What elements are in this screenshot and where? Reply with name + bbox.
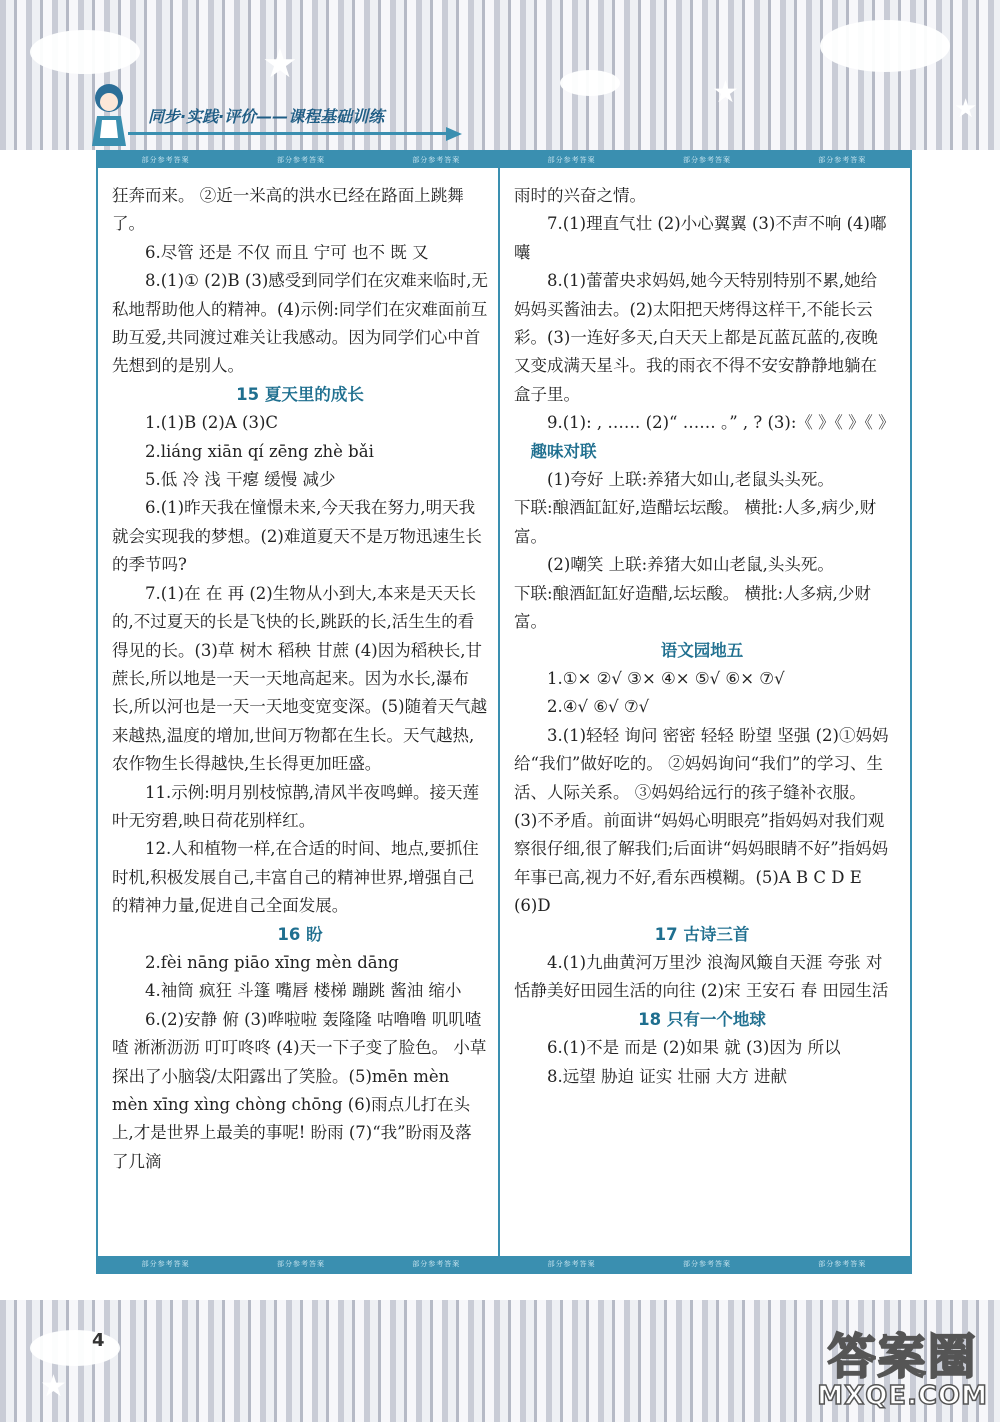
answer-paragraph: 8.(1)① (2)B (3)感受到同学们在灾难来临时,无私地帮助他人的精神。(4)示例:同学们在灾难面前互助互爱,共同渡过难关让我感动。因为同学们心中首先想到的是别人。 — [112, 271, 489, 376]
answer-paragraph: 4.袖筒 疯狂 斗篷 嘴唇 楼梯 蹦跳 酱油 缩小 — [145, 981, 462, 1001]
answer-paragraph: 6.(1)不是 而是 (2)如果 就 (3)因为 所以 — [547, 1038, 841, 1058]
section-heading: 17 古诗三首 — [654, 924, 750, 944]
section-heading: 16 盼 — [277, 924, 323, 944]
top-label-strip — [98, 152, 910, 168]
answer-paragraph: 11.示例:明月别枝惊鹊,清风半夜鸣蝉。接天莲叶无穷碧,映日荷花别样红。 — [112, 782, 480, 830]
answer-paragraph: (1)夸好 上联:养猪大如山,老鼠头头死。 — [547, 470, 834, 490]
answer-paragraph: 8.远望 胁迫 证实 壮丽 大方 进献 — [547, 1066, 787, 1086]
strip-tag: 部分参考答案 — [547, 1260, 596, 1268]
answer-paragraph: 5.低 冷 浅 干瘪 缓慢 减少 — [145, 470, 336, 490]
answer-paragraph: 1.(1)B (2)A (3)C — [145, 413, 279, 433]
strip-tag: 部分参考答案 — [276, 156, 325, 164]
answer-paragraph: 9.(1): , …… (2)“ …… 。” , ? (3):《 》《 》《 》 — [547, 413, 895, 433]
star-icon: ★ — [40, 1369, 67, 1404]
section-heading: 15 夏天里的成长 — [236, 384, 364, 404]
star-icon: ★ — [954, 94, 978, 124]
bottom-label-strip — [98, 1256, 910, 1272]
answer-paragraph: 6.(1)昨天我在憧憬未来,今天我在努力,明天我就会实现我的梦想。(2)难道夏天不是万物迅速生长的季节吗? — [112, 498, 482, 575]
strip-tag: 部分参考答案 — [682, 1260, 731, 1268]
answer-paragraph: 下联:酿酒缸缸好,造醋坛坛酸。 横批:人多,病少,财富。 — [514, 498, 877, 546]
cloud-decoration — [560, 70, 620, 96]
cloud-decoration — [30, 1330, 120, 1366]
site-watermark — [817, 1318, 988, 1411]
cloud-decoration — [30, 30, 140, 74]
section-heading: 趣味对联 — [530, 441, 597, 461]
answer-paragraph: 12.人和植物一样,在合适的时间、地点,要抓住时机,积极发展自己,丰富自己的精神世界,增强自己的精神力量,促进自己全面发展。 — [112, 839, 479, 916]
answer-paragraph: 8.(1)蕾蕾央求妈妈,她今天特别特别不累,她给妈妈买酱油去。(2)太阳把天烤得这样干,不能长云彩。(3)一连好多天,白天天上都是瓦蓝瓦蓝的,夜晚又变成满天星斗。我的雨衣不得不安安静静地躺在盒子里。 — [514, 271, 878, 404]
left-column — [112, 182, 488, 1176]
right-column — [514, 182, 895, 1091]
strip-tag: 部分参考答案 — [818, 156, 867, 164]
answer-paragraph: 7.(1)理直气壮 (2)小心翼翼 (3)不声不响 (4)嘟囔 — [514, 214, 887, 262]
answer-paragraph: 7.(1)在 在 再 (2)生物从小到大,本来是天天长的,不过夏天的长是飞快的长,跳跃的长,活生生的看得见的长。(3)草 树木 稻秧 甘蔗 (4)因为稻秧长,甘蔗长,所以地是一天一天地高起来。因为水长,瀑布长,所以河也是一天一天地变宽变深。(5)随着天气越来越热,温度的增加,世间万物都在生长。天气越热,农作物生长得越快,生长得更加旺盛。 — [112, 583, 488, 774]
answer-paragraph: 2.fèi nāng piāo xīng mèn dāng — [145, 952, 399, 972]
answer-paragraph: 2.④√ ⑥√ ⑦√ — [547, 697, 650, 717]
answer-paragraph: 下联:酿酒缸缸好造醋,坛坛酸。 横批:人多病,少财富。 — [514, 583, 871, 632]
answer-paragraph: 3.(1)轻轻 询问 密密 轻轻 盼望 坚强 (2)①妈妈给“我们”做好吃的。 ②妈妈询问“我们”的学习、生活、人际关系。 ③妈妈给远行的孩子缝补衣服。 (3)不矛盾。前面讲“妈妈心明眼亮”指妈妈对我们观察很仔细,很了解我们;后面讲“妈妈眼睛不好”指妈妈年事已高,视力不好,看东西模糊。(5)A B C D E (6)D — [514, 725, 889, 916]
star-icon: ★ — [712, 75, 739, 110]
star-icon: ★ — [262, 41, 298, 87]
answer-paragraph: 雨时的兴奋之情。 — [514, 186, 646, 205]
answer-paragraph: (2)嘲笑 上联:养猪大如山老鼠,头头死。 — [547, 555, 834, 575]
strip-tag: 部分参考答案 — [276, 1260, 325, 1268]
strip-tag: 部分参考答案 — [141, 1260, 190, 1268]
strip-tag: 部分参考答案 — [412, 1260, 461, 1268]
answer-paragraph: 6.尽管 还是 不仅 而且 宁可 也不 既 又 — [145, 242, 429, 262]
header-title: 同步·实践·评价——课程基础训练 — [148, 107, 385, 126]
strip-tag: 部分参考答案 — [818, 1260, 867, 1268]
strip-tag: 部分参考答案 — [412, 156, 461, 164]
page-number: 4 — [92, 1330, 105, 1351]
watermark-url: MXQE.COM — [817, 1381, 988, 1411]
answer-paragraph: 狂奔而来。 ②近一米高的洪水已经在路面上跳舞了。 — [112, 186, 464, 234]
mascot-girl-icon — [84, 80, 134, 150]
strip-tag: 部分参考答案 — [141, 156, 190, 164]
column-divider — [498, 168, 500, 1256]
watermark-title: 答案圈 — [827, 1329, 978, 1385]
banner-arrow-icon — [446, 127, 462, 141]
strip-tag: 部分参考答案 — [547, 156, 596, 164]
strip-tag: 部分参考答案 — [682, 156, 731, 164]
answer-paragraph: 1.①× ②√ ③× ④× ⑤√ ⑥× ⑦√ — [547, 668, 785, 688]
answer-paragraph: 2.liáng xiān qí zēng zhè bǎi — [145, 441, 374, 461]
section-heading: 18 只有一个地球 — [638, 1009, 766, 1029]
cloud-decoration — [820, 20, 950, 72]
header-banner — [128, 102, 448, 135]
section-heading: 语文园地五 — [660, 640, 744, 660]
answer-frame — [96, 150, 912, 1274]
answer-paragraph: 6.(2)安静 俯 (3)哗啦啦 轰隆隆 咕噜噜 叽叽喳喳 淅淅沥沥 叮叮咚咚 (4)天一下子变了脸色。 小草探出了小脑袋/太阳露出了笑脸。(5)mēn mèn mèn xīng xìng chòng chōng (6)雨点儿打在头上,才是世界上最美的事呢! 盼雨 (7)“我”盼雨及落了几滴 — [112, 1009, 487, 1171]
answer-paragraph: 4.(1)九曲黄河万里沙 浪淘风簸自天涯 夸张 对恬静美好田园生活的向往 (2)宋 王安石 春 田园生活 — [514, 952, 889, 1001]
